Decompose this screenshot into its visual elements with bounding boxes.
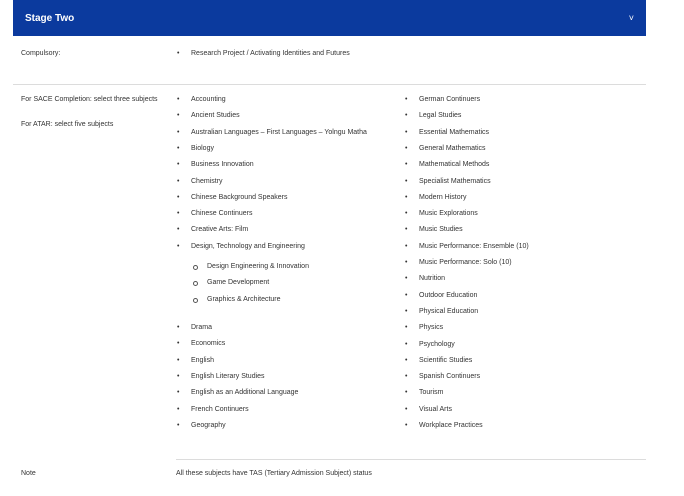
subject-item: Modern History [419, 193, 467, 201]
subject-item: Biology [191, 144, 214, 152]
bullet-icon: • [405, 96, 408, 103]
bullet-icon: • [177, 421, 180, 429]
subject-item: Physics [419, 324, 444, 332]
bullet-icon: • [177, 161, 180, 169]
subject-item: General Mathematics [419, 144, 486, 152]
divider [13, 84, 646, 85]
subject-item: Music Performance: Ensemble (10) [419, 242, 529, 250]
bullet-icon: • [405, 275, 408, 283]
bullet-icon: • [177, 96, 180, 103]
circle-bullet-icon [193, 298, 198, 303]
subject-item: Workplace Practices [419, 422, 483, 429]
bullet-icon: • [405, 161, 408, 169]
bullet-icon: • [177, 389, 180, 397]
subject-item: Physical Education [419, 307, 479, 315]
sace-label: For SACE Completion: select three subjects [21, 96, 158, 103]
stage-two-accordion-header[interactable] [13, 0, 646, 36]
circle-bullet-icon [193, 281, 198, 286]
subject-item: Economics [191, 340, 226, 348]
subject-item: Essential Mathematics [419, 128, 490, 136]
subject-item: Drama [191, 324, 213, 331]
subject-item: English as an Additional Language [191, 389, 299, 397]
bullet-icon: • [177, 128, 180, 136]
subject-item: Australian Languages – First Languages – Yolngu Matha [191, 128, 367, 136]
subject-item: Ancient Studies [191, 112, 240, 120]
subject-item: Geography [191, 421, 226, 429]
atar-label: For ATAR: select five subjects [21, 121, 114, 128]
subject-item: English [191, 356, 214, 364]
bullet-icon: • [405, 259, 408, 266]
bullet-icon: • [177, 112, 180, 120]
subject-item: Spanish Continuers [419, 373, 481, 381]
bullet-icon: • [405, 324, 408, 332]
subject-item: Accounting [191, 96, 226, 103]
divider [176, 459, 646, 460]
subject-item: Chinese Continuers [191, 210, 253, 218]
bullet-icon: • [405, 389, 408, 397]
bullet-icon: • [405, 373, 408, 381]
bullet-icon: • [405, 422, 408, 429]
compulsory-item: Research Project / Activating Identities and Futures [191, 50, 350, 57]
subject-item: Music Performance: Solo (10) [419, 259, 512, 266]
subject-item: Music Studies [419, 226, 463, 234]
subject-item: Business Innovation [191, 161, 254, 169]
bullet-icon: • [177, 144, 180, 152]
bullet-icon: • [405, 193, 408, 201]
subject-item: French Continuers [191, 405, 249, 413]
subject-item: Legal Studies [419, 112, 462, 120]
bullet-icon: • [405, 307, 408, 315]
subject-item: English Literary Studies [191, 372, 265, 380]
bullet-icon: • [405, 226, 408, 234]
bullet-icon: • [405, 210, 408, 218]
subject-item: Nutrition [419, 275, 446, 283]
chevron-down-icon[interactable]: ˅ [628, 13, 634, 23]
subject-item: Design, Technology and Engineering [191, 242, 305, 250]
subject-item: Chinese Background Speakers [191, 193, 288, 201]
note-label: Note [21, 470, 36, 477]
compulsory-label: Compulsory: [21, 50, 61, 57]
bullet-icon: • [177, 242, 180, 250]
bullet-icon: • [177, 50, 180, 57]
bullet-icon: • [177, 340, 180, 348]
subject-item: Chemistry [191, 177, 223, 185]
bullet-icon: • [177, 324, 180, 331]
bullet-icon: • [177, 210, 180, 218]
bullet-icon: • [405, 242, 408, 250]
subject-item: Design Engineering & Innovation [207, 263, 309, 270]
bullet-icon: • [405, 177, 408, 185]
subject-item: Specialist Mathematics [419, 177, 491, 185]
bullet-icon: • [177, 405, 180, 413]
subject-item: Scientific Studies [419, 356, 473, 364]
bullet-icon: • [177, 356, 180, 364]
bullet-icon: • [405, 291, 408, 299]
subject-item: Outdoor Education [419, 291, 478, 299]
subject-item: Tourism [419, 389, 444, 397]
circle-bullet-icon [193, 265, 198, 270]
subject-item: Graphics & Architecture [207, 295, 281, 303]
bullet-icon: • [405, 112, 408, 120]
note-text: All these subjects have TAS (Tertiary Admission Subject) status [176, 470, 372, 477]
subject-item: Psychology [419, 340, 455, 348]
bullet-icon: • [177, 177, 180, 185]
stage-two-title: Stage Two [25, 12, 75, 24]
bullet-icon: • [405, 340, 408, 348]
subject-item: Creative Arts: Film [191, 226, 249, 234]
bullet-icon: • [405, 405, 408, 413]
bullet-icon: • [177, 226, 180, 234]
bullet-icon: • [177, 193, 180, 201]
subject-item: Music Explorations [419, 210, 478, 218]
bullet-icon: • [405, 144, 408, 152]
subject-item: Mathematical Methods [419, 161, 490, 169]
subject-item: Visual Arts [419, 405, 452, 413]
bullet-icon: • [177, 372, 180, 380]
subject-item: Game Development [207, 279, 270, 287]
subject-item: German Continuers [419, 96, 481, 103]
bullet-icon: • [405, 128, 408, 136]
bullet-icon: • [405, 356, 408, 364]
